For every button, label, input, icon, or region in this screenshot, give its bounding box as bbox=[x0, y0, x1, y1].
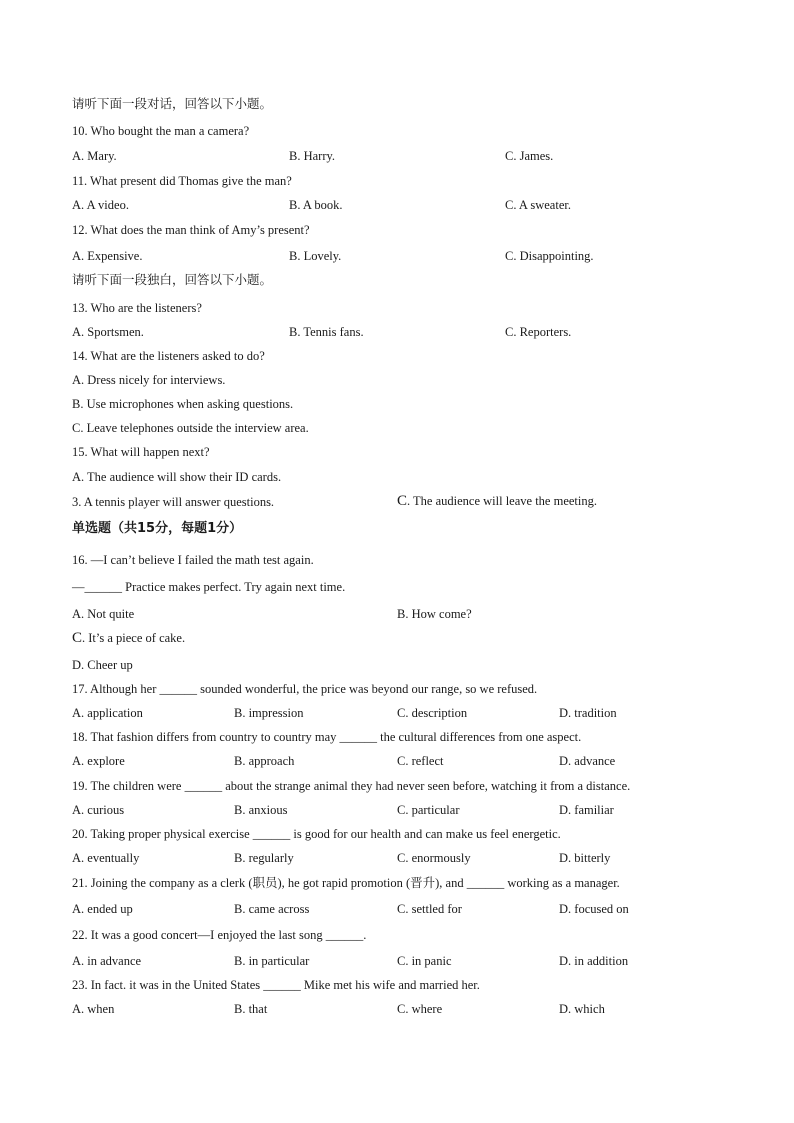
section-heading-dialogue: 请听下面一段对话，回答以下小题。 bbox=[72, 96, 273, 111]
question-18: 18. That fashion differs from country to country may ______ the cultural differences from one aspect. bbox=[72, 730, 582, 744]
q13-option-c: C. Reporters. bbox=[505, 325, 572, 339]
q20-option-b: B. regularly bbox=[234, 851, 294, 865]
q23-option-d: D. which bbox=[559, 1002, 605, 1016]
q21-option-a: A. ended up bbox=[72, 902, 133, 916]
q16-option-c bbox=[72, 630, 185, 646]
q18-option-c: C. reflect bbox=[397, 754, 444, 768]
q22-option-c: C. in panic bbox=[397, 954, 452, 968]
question-15: 15. What will happen next? bbox=[72, 445, 210, 459]
question-22: 22. It was a good concert—I enjoyed the last song ______. bbox=[72, 928, 367, 942]
section-heading-single-choice: 单选题（共15分，每题1分） bbox=[72, 521, 243, 536]
q13-option-a: A. Sportsmen. bbox=[72, 325, 144, 339]
q18-option-d: D. advance bbox=[559, 754, 616, 768]
q11-option-b: B. A book. bbox=[289, 198, 343, 212]
question-11: 11. What present did Thomas give the man? bbox=[72, 174, 292, 188]
q22-option-a: A. in advance bbox=[72, 954, 142, 968]
q19-option-c: C. particular bbox=[397, 803, 460, 817]
q15-option-c bbox=[397, 493, 597, 509]
question-19: 19. The children were ______ about the strange animal they had never seen before, watching it from a distance. bbox=[72, 779, 631, 793]
question-21: 21. Joining the company as a clerk (职员), he got rapid promotion (晋升), and ______ working as a manager. bbox=[72, 876, 620, 890]
q16-option-b: B. How come? bbox=[397, 607, 472, 621]
q14-option-c: C. Leave telephones outside the interview area. bbox=[72, 421, 309, 435]
q17-option-b: B. impression bbox=[234, 706, 304, 720]
q18-option-a: A. explore bbox=[72, 754, 125, 768]
question-13: 13. Who are the listeners? bbox=[72, 301, 202, 315]
q16-option-c-text: . It’s a piece of cake. bbox=[82, 631, 186, 645]
section-heading-monologue: 请听下面一段独白，回答以下小题。 bbox=[72, 272, 273, 287]
q16-option-d: D. Cheer up bbox=[72, 658, 133, 672]
q23-option-c: C. where bbox=[397, 1002, 443, 1016]
q12-option-a: A. Expensive. bbox=[72, 249, 143, 263]
q21-option-b: B. came across bbox=[234, 902, 310, 916]
q15-option-a: A. The audience will show their ID cards. bbox=[72, 470, 282, 484]
q21-option-d: D. focused on bbox=[559, 902, 629, 916]
q16-option-c-letter: C bbox=[72, 630, 83, 646]
q16-option-a: A. Not quite bbox=[72, 607, 135, 621]
q19-option-d: D. familiar bbox=[559, 803, 614, 817]
q18-option-b: B. approach bbox=[234, 754, 295, 768]
q19-option-a: A. curious bbox=[72, 803, 125, 817]
question-16-line2: —______ Practice makes perfect. Try again next time. bbox=[72, 580, 346, 594]
q12-option-b: B. Lovely. bbox=[289, 249, 342, 263]
q22-option-b: B. in particular bbox=[234, 954, 310, 968]
q19-option-b: B. anxious bbox=[234, 803, 288, 817]
q10-option-a: A. Mary. bbox=[72, 149, 117, 163]
q11-option-a: A. A video. bbox=[72, 198, 129, 212]
question-10: 10. Who bought the man a camera? bbox=[72, 124, 250, 138]
question-23: 23. In fact. it was in the United States ______ Mike met his wife and married her. bbox=[72, 978, 480, 992]
q14-option-a: A. Dress nicely for interviews. bbox=[72, 373, 226, 387]
q13-option-b: B. Tennis fans. bbox=[289, 325, 364, 339]
question-14: 14. What are the listeners asked to do? bbox=[72, 349, 265, 363]
question-12: 12. What does the man think of Amy’s present? bbox=[72, 223, 310, 237]
q15-option-c-letter: C bbox=[397, 493, 408, 509]
question-16-line1: 16. —I can’t believe I failed the math test again. bbox=[72, 553, 314, 567]
question-20: 20. Taking proper physical exercise ______ is good for our health and can make us feel energetic. bbox=[72, 827, 561, 841]
q14-option-b: B. Use microphones when asking questions. bbox=[72, 397, 294, 411]
q10-option-b: B. Harry. bbox=[289, 149, 336, 163]
question-17: 17. Although her ______ sounded wonderful, the price was beyond our range, so we refused. bbox=[72, 682, 538, 696]
q11-option-c: C. A sweater. bbox=[505, 198, 571, 212]
q17-option-c: C. description bbox=[397, 706, 468, 720]
q15-option-b: 3. A tennis player will answer questions. bbox=[72, 495, 275, 509]
q15-option-c-text: . The audience will leave the meeting. bbox=[407, 494, 597, 508]
q10-option-c: C. James. bbox=[505, 149, 554, 163]
q20-option-a: A. eventually bbox=[72, 851, 140, 865]
q20-option-c: C. enormously bbox=[397, 851, 471, 865]
q17-option-a: A. application bbox=[72, 706, 143, 720]
q22-option-d: D. in addition bbox=[559, 954, 629, 968]
q17-option-d: D. tradition bbox=[559, 706, 617, 720]
q20-option-d: D. bitterly bbox=[559, 851, 611, 865]
q23-option-b: B. that bbox=[234, 1002, 268, 1016]
q21-option-c: C. settled for bbox=[397, 902, 462, 916]
q12-option-c: C. Disappointing. bbox=[505, 249, 594, 263]
q23-option-a: A. when bbox=[72, 1002, 115, 1016]
